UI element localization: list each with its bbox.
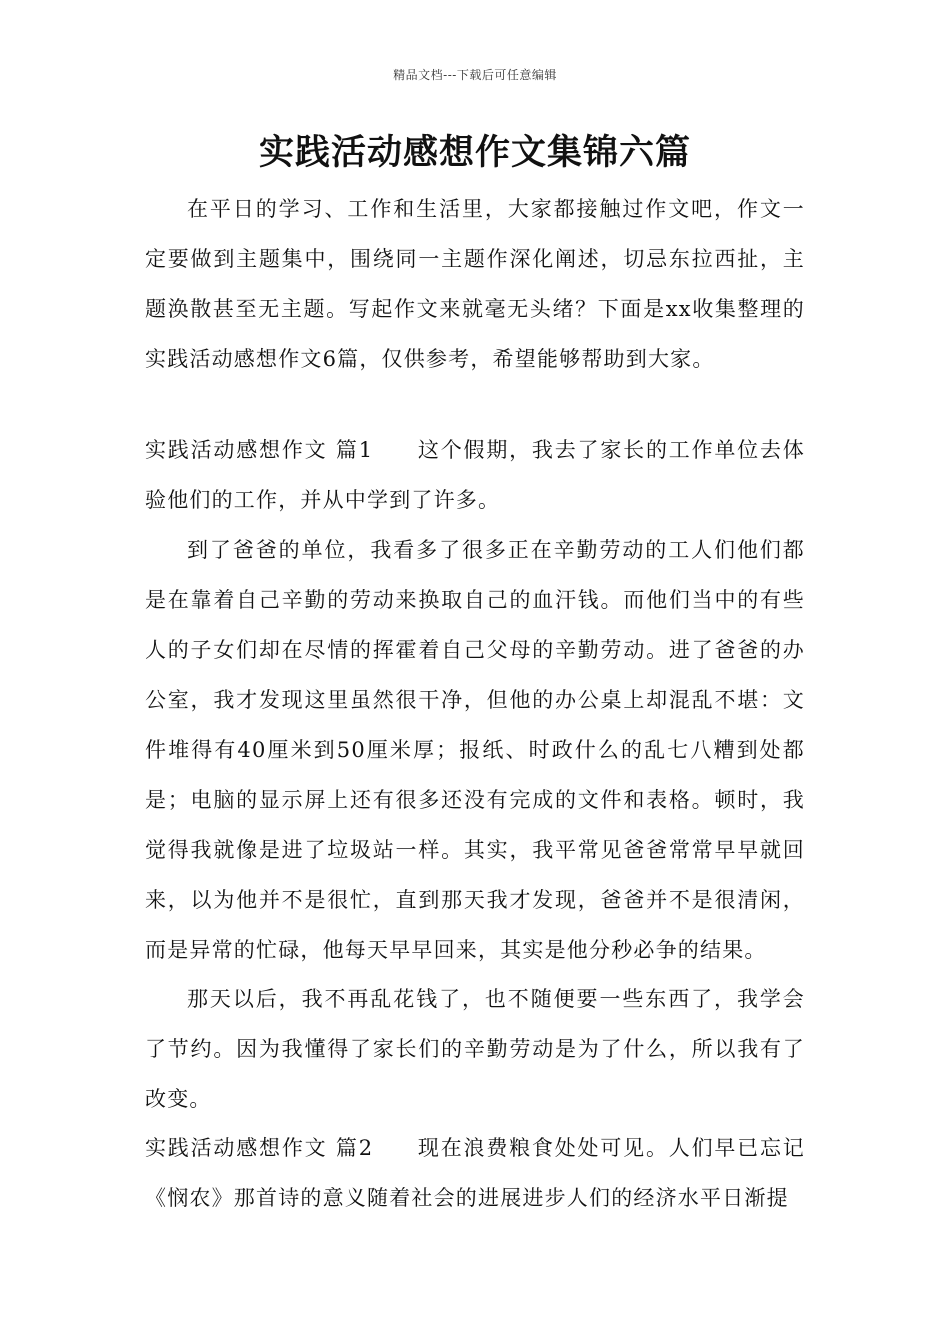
section-1-label: 实践活动感想作文 篇1 xyxy=(145,438,374,462)
section-2-lead: 现在浪费粮食处处可见。人们早已忘记《悯农》那首诗的意义随着社会的进展进步人们的经济水平日渐提 xyxy=(145,1136,805,1210)
section-2-label: 实践活动感想作文 篇2 xyxy=(145,1136,374,1160)
document-title: 实践活动感想作文集锦六篇 xyxy=(258,132,691,173)
section-1-opening xyxy=(145,425,805,525)
section-1-lead: 这个假期，我去了家长的工作单位去体验他们的工作，并从中学到了许多。 xyxy=(145,438,805,512)
section-2-opening xyxy=(145,1123,805,1223)
intro-paragraph: 在平日的学习、工作和生活里，大家都接触过作文吧，作文一定要做到主题集中，围绕同一主题作深化阐述，切忌东拉西扯，主题涣散甚至无主题。写起作文来就毫无头绪？下面是xx收集整理的实践活动感想作文6篇，仅供参考，希望能够帮助到大家。 xyxy=(145,197,805,371)
section-1-paragraph-1: 到了爸爸的单位，我看多了很多正在辛勤劳动的工人们他们都是在靠着自己辛勤的劳动来换取自己的血汗钱。而他们当中的有些人的子女们却在尽情的挥霍着自己父母的辛勤劳动。进了爸爸的办公室，我才发现这里虽然很干净，但他的办公桌上却混乱不堪：文件堆得有40厘米到50厘米厚；报纸、时政什么的乱七八糟到处都是；电脑的显示屏上还有很多还没有完成的文件和表格。顿时，我觉得我就像是进了垃圾站一样。其实，我平常见爸爸常常早早就回来，以为他并不是很忙，直到那天我才发现，爸爸并不是很清闲，而是异常的忙碌，他每天早早回来，其实是他分秒必争的结果。 xyxy=(145,538,805,962)
section-1-paragraph-2: 那天以后，我不再乱花钱了，也不随便要一些东西了，我学会了节约。因为我懂得了家长们的辛勤劳动是为了什么，所以我有了改变。 xyxy=(145,987,805,1111)
page-header: 精品文档---下载后可任意编辑 xyxy=(393,68,557,82)
